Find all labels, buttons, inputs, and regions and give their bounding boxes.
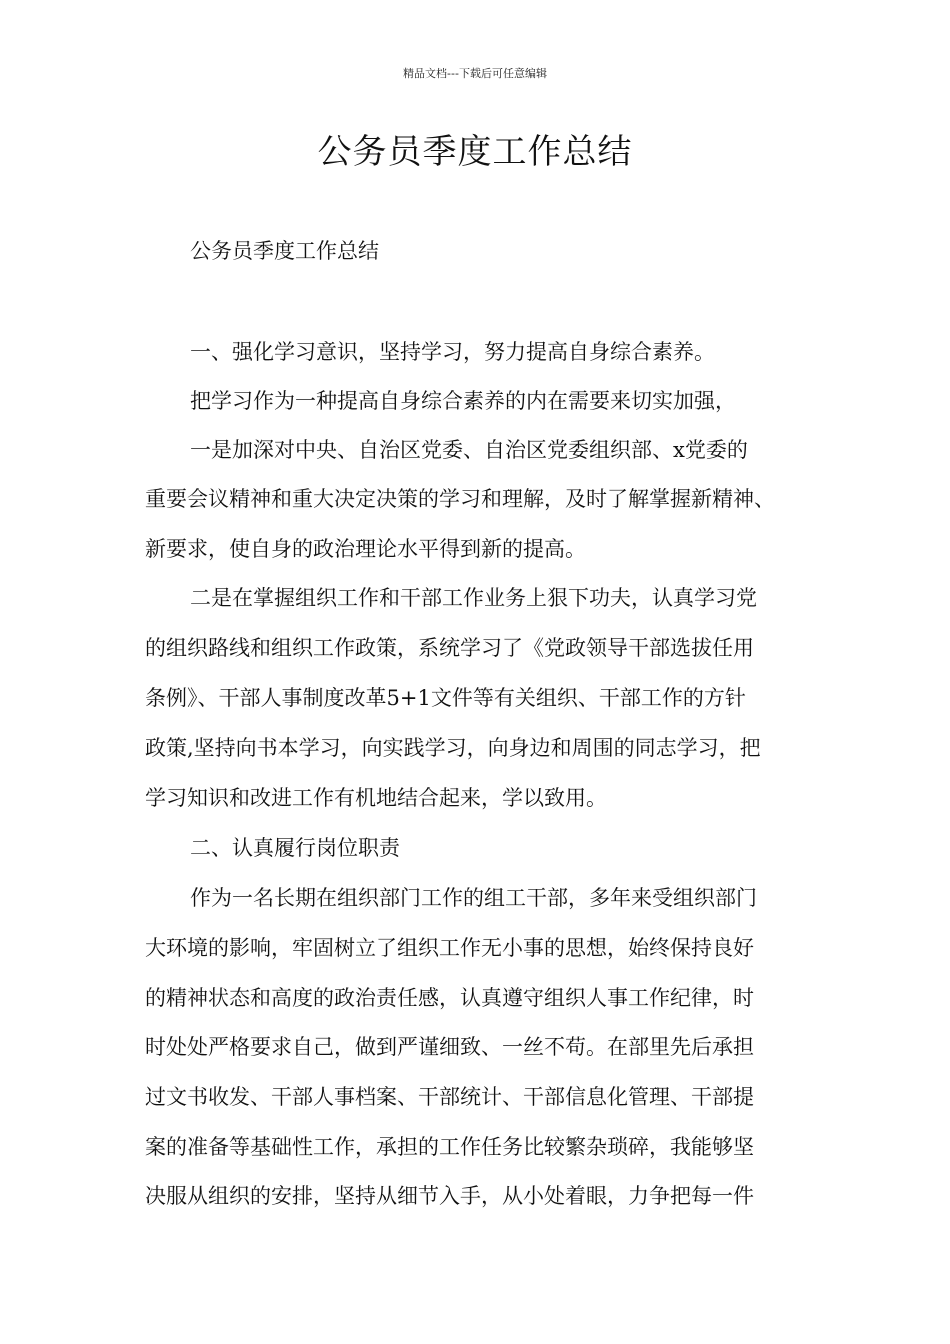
paragraph-line: 条例》、干部人事制度改革5+1文件等有关组织、干部工作的方针 [145,686,746,710]
section-heading-2: 二、认真履行岗位职责 [190,836,400,860]
paragraph-line: 把学习作为一种提高自身综合素养的内在需要来切实加强， [190,389,736,413]
paragraph-line: 重要会议精神和重大决定决策的学习和理解，及时了解掌握新精神、 [145,487,775,511]
paragraph-line: 时处处严格要求自己，做到严谨细致、一丝不苟。在部里先后承担 [145,1035,754,1059]
paragraph-line: 决服从组织的安排，坚持从细节入手，从小处着眼，力争把每一件 [145,1184,754,1208]
paragraph-line: 一是加深对中央、自治区党委、自治区党委组织部、x党委的 [190,438,748,462]
paragraph-line: 二是在掌握组织工作和干部工作业务上狠下功夫，认真学习党 [190,586,757,610]
paragraph-line: 的组织路线和组织工作政策，系统学习了《党政领导干部选拔任用 [145,636,754,660]
page-header-note: 精品文档---下载后可任意编辑 [403,67,547,80]
paragraph-line: 学习知识和改进工作有机地结合起来，学以致用。 [145,786,607,810]
document-title: 公务员季度工作总结 [317,132,633,172]
paragraph-line: 大环境的影响，牢固树立了组织工作无小事的思想，始终保持良好 [145,936,754,960]
paragraph-line: 的精神状态和高度的政治责任感，认真遵守组织人事工作纪律，时 [145,986,754,1010]
subtitle-line: 公务员季度工作总结 [190,239,379,263]
paragraph-line: 新要求，使自身的政治理论水平得到新的提高。 [145,537,586,561]
section-heading-1: 一、强化学习意识，坚持学习，努力提高自身综合素养。 [190,340,715,364]
paragraph-line: 案的准备等基础性工作，承担的工作任务比较繁杂琐碎，我能够坚 [145,1135,754,1159]
paragraph-line: 作为一名长期在组织部门工作的组工干部，多年来受组织部门 [190,886,757,910]
paragraph-line: 过文书收发、干部人事档案、干部统计、干部信息化管理、干部提 [145,1085,754,1109]
paragraph-line: 政策,坚持向书本学习，向实践学习，向身边和周围的同志学习，把 [145,736,761,760]
